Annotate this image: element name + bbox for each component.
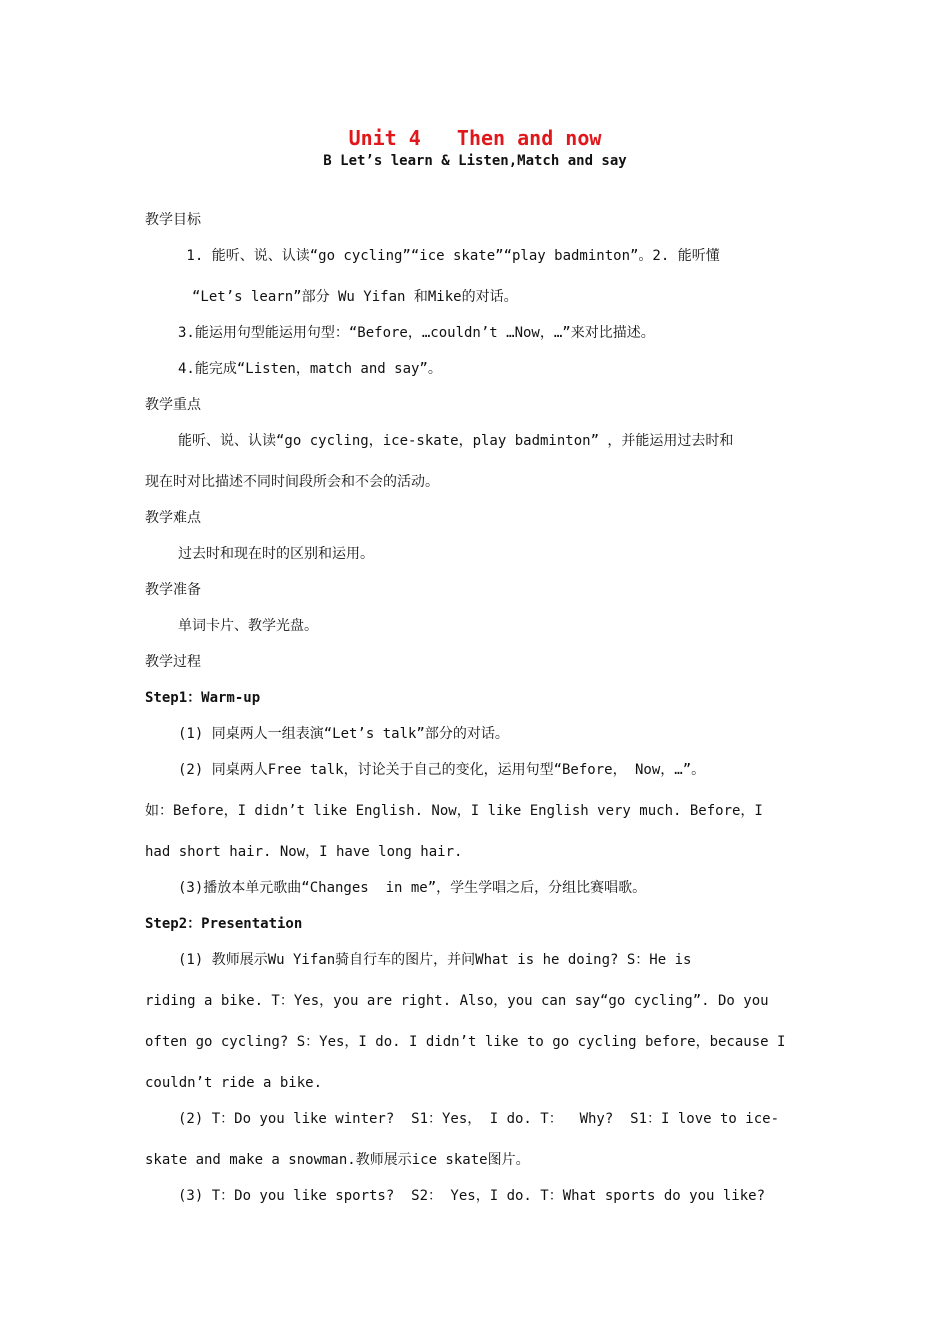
key-points-line-2: 现在时对比描述不同时间段所会和不会的活动。 xyxy=(145,474,439,490)
document-title: Unit 4 Then and now xyxy=(348,126,602,150)
step1-heading: Step1：Warm-up xyxy=(145,690,261,706)
objective-line-4: 4.能完成“Listen，match and say”。 xyxy=(178,361,442,377)
step2-item-1: (1) 教师展示Wu Yifan骑自行车的图片，并问What is he doing? S：He is xyxy=(178,952,692,968)
step2-heading: Step2：Presentation xyxy=(145,916,303,932)
objective-line-2: “Let’s learn”部分 Wu Yifan 和Mike的对话。 xyxy=(192,289,518,305)
document-subtitle: B Let’s learn & Listen,Match and say xyxy=(323,153,627,169)
difficulties-line: 过去时和现在时的区别和运用。 xyxy=(178,546,374,562)
heading-objectives: 教学目标 xyxy=(145,212,201,228)
heading-preparation: 教学准备 xyxy=(145,582,201,598)
step1-item-3: (3)播放本单元歌曲“Changes in me”，学生学唱之后，分组比赛唱歌。 xyxy=(178,880,647,896)
step1-item-2: (2) 同桌两人Free talk，讨论关于自己的变化，运用句型“Before， Now，…”。 xyxy=(178,762,706,778)
heading-key-points: 教学重点 xyxy=(145,397,201,413)
step2-item-1-cont-1: riding a bike. T：Yes，you are right. Also，you can say“go cycling”. Do you xyxy=(145,993,769,1009)
step1-item-2-cont-1: 如：Before，I didn’t like English. Now，I like English very much. Before，I xyxy=(145,803,763,819)
objective-line-3: 3.能运用句型能运用句型：“Before，…couldn’t …Now，…”来对比描述。 xyxy=(178,325,655,341)
objective-line-1: 1. 能听、说、认读“go cycling”“ice skate”“play badminton”。2. 能听懂 xyxy=(178,248,720,264)
preparation-line: 单词卡片、教学光盘。 xyxy=(178,618,318,634)
heading-difficulties: 教学难点 xyxy=(145,510,201,526)
key-points-line-1: 能听、说、认读“go cycling，ice-skate，play badminton” ，并能运用过去时和 xyxy=(178,433,734,449)
step1-item-2-cont-2: had short hair. Now，I have long hair. xyxy=(145,844,463,860)
step2-item-1-cont-2: often go cycling? S：Yes，I do. I didn’t like to go cycling before，because I xyxy=(145,1034,786,1050)
step2-item-2-cont: skate and make a snowman.教师展示ice skate图片。 xyxy=(145,1152,530,1168)
step1-item-1: (1) 同桌两人一组表演“Let’s talk”部分的对话。 xyxy=(178,726,509,742)
step2-item-2: (2) T：Do you like winter? S1：Yes， I do. T： Why? S1：I love to ice- xyxy=(178,1111,780,1127)
heading-process: 教学过程 xyxy=(145,654,201,670)
step2-item-1-cont-3: couldn’t ride a bike. xyxy=(145,1075,323,1091)
step2-item-3: (3) T：Do you like sports? S2： Yes，I do. T：What sports do you like? xyxy=(178,1188,766,1204)
